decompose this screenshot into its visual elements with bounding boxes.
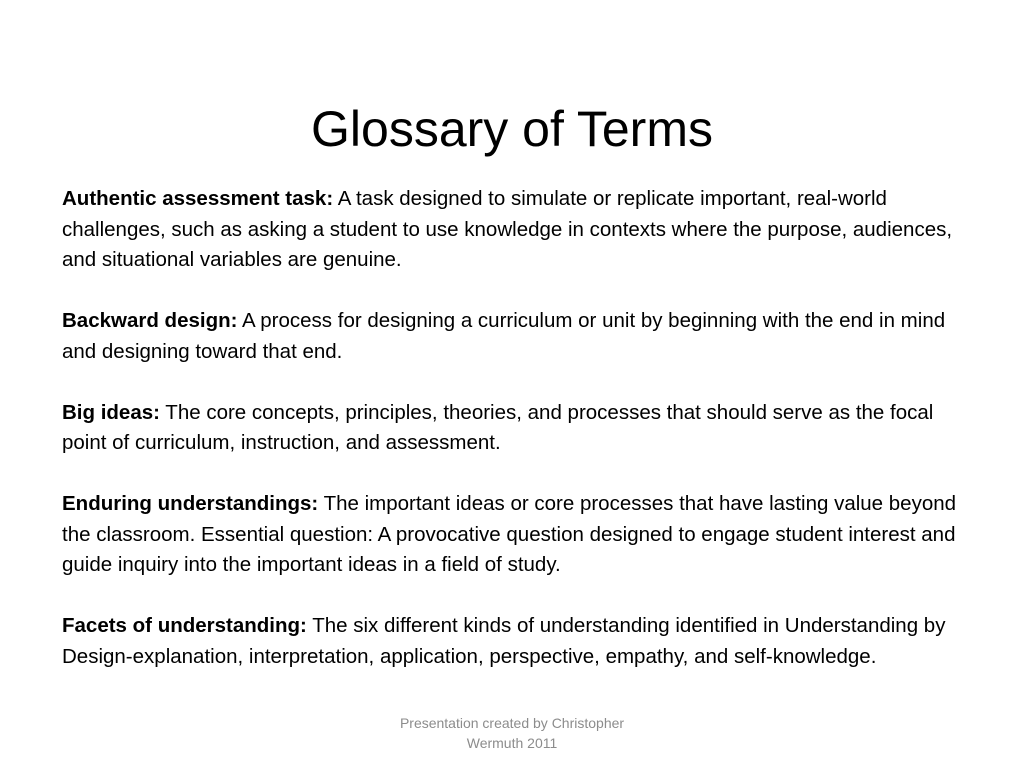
glossary-definition: The important ideas or core processes that have lasting value beyond the classroom. Essential question: A provocative question designed to engage student interest and guide inquiry into the important ideas in a field of study. [62,492,957,576]
glossary-term: Big ideas: [62,400,160,424]
footer-credit-line-1: Presentation created by Christopher [399,715,625,731]
glossary-entry-facets-of-understanding [62,611,962,672]
glossary-definition: The core concepts, principles, theories, and processes that should serve as the focal point of curriculum, instruction, and assessment. [62,400,934,454]
slide-footer [362,713,662,753]
glossary-definition: A process for designing a curriculum or unit by beginning with the end in mind and designing toward that end. [62,309,946,363]
glossary-entry-enduring-understandings [62,489,962,581]
glossary-list [62,184,962,672]
footer-credit-line-2: Wermuth 2011 [466,735,558,751]
glossary-term: Facets of understanding: [62,614,307,637]
slide-title: Glossary of Terms [311,100,713,157]
glossary-term: Enduring understandings: [62,492,319,515]
glossary-term: Authentic assessment task: [62,187,334,210]
glossary-entry-authentic-assessment-task [62,184,962,276]
glossary-term: Backward design: [62,309,238,332]
glossary-entry-backward-design [62,306,962,367]
glossary-definition: A task designed to simulate or replicate important, real-world challenges, such as asking a student to use knowledge in contexts where the purpose, audiences, and situational variables are genuine. [62,187,953,271]
glossary-entry-big-ideas [62,398,962,459]
glossary-definition: The six different kinds of understanding identified in Understanding by Design-explanation, interpretation, application, perspective, empathy, and self-knowledge. [62,614,946,668]
